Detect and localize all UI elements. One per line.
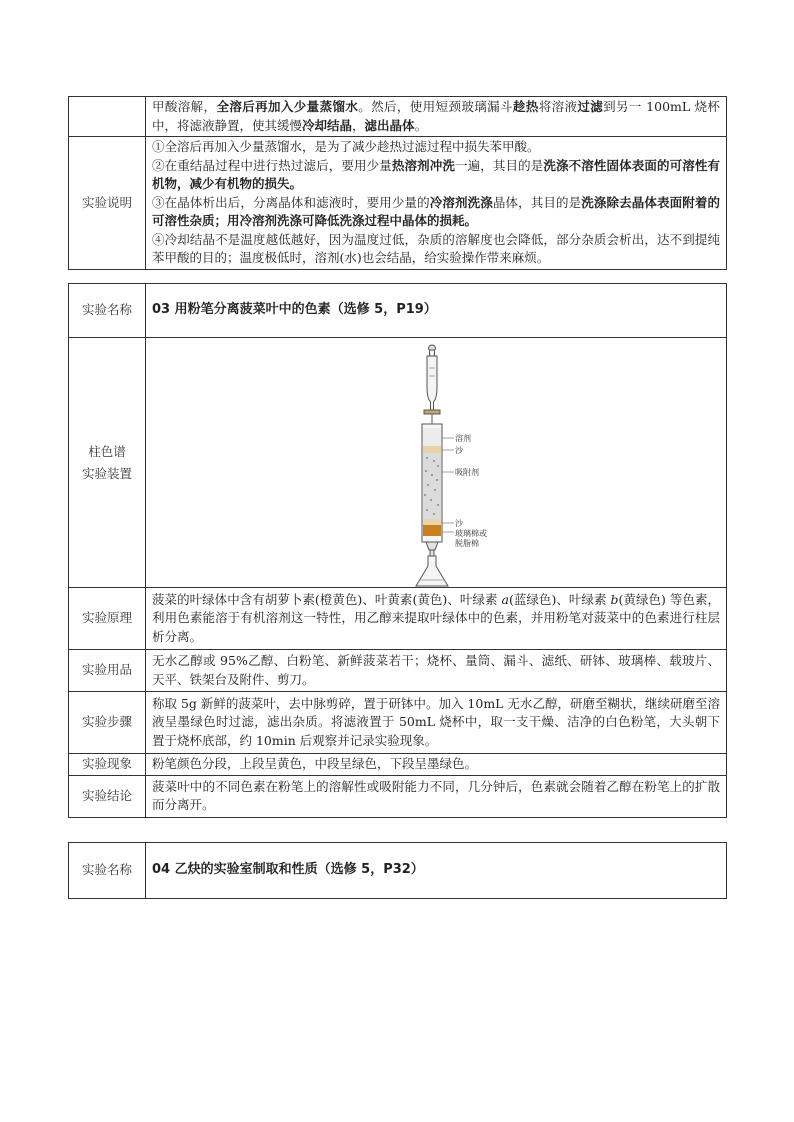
- label-solvent: 溶剂: [455, 434, 471, 443]
- conclusion-cell: 菠菜叶中的不同色素在粉笔上的溶解性或吸附能力不同，几分钟后，色素就会随着乙醇在粉笔上的扩散而分离开。: [146, 775, 727, 817]
- table-row: [69, 843, 727, 899]
- column-chromatography-diagram: [396, 340, 516, 588]
- column-tube: [422, 424, 442, 560]
- table-row: [69, 588, 727, 650]
- table-benzoic-acid: [68, 96, 727, 270]
- experiment-name: 03 用粉笔分离菠菜叶中的色素（选修 5，P19）: [146, 284, 727, 338]
- label-wool-2: 脱脂棉: [455, 539, 479, 548]
- erlenmeyer-flask: [416, 556, 448, 586]
- table-row: [69, 97, 727, 137]
- supplies-label: 实验用品: [69, 650, 146, 692]
- table-row: [69, 754, 727, 776]
- table-chalk-chromatography: [68, 283, 727, 818]
- label-sand-top: 沙: [455, 446, 463, 455]
- phenomenon-label: 实验现象: [69, 754, 146, 776]
- note-1: ①全溶后再加入少量蒸馏水，是为了减少趁热过滤过程中损失苯甲酸。: [152, 139, 540, 154]
- phenomenon-cell: 粉笔颜色分段，上段呈黄色，中段呈绿色，下段呈墨绿色。: [146, 754, 727, 776]
- principle-label: 实验原理: [69, 588, 146, 650]
- note-2: ②在重结晶过程中进行热过滤后，要用少量热溶剂冲洗一遍，其目的是洗涤不溶性固体表面的可溶性有机物，减少有机物的损失。: [152, 157, 720, 191]
- label-adsorbent: 吸附剂: [455, 468, 479, 477]
- note-4: ④冷却结晶不是温度越低越好，因为温度过低，杂质的溶解度也会降低，部分杂质会析出，达不到提纯苯甲酸的目的；温度极低时，溶剂(水)也会结晶，给实验操作带来麻烦。: [152, 231, 720, 265]
- apparatus-diagram-cell: [146, 338, 727, 588]
- table-acetylene: [68, 842, 727, 899]
- supplies-cell: 无水乙醇或 95%乙醇、白粉笔、新鲜菠菜若干；烧杯、量筒、漏斗、滤纸、研钵、玻璃棒、载玻片、天平、铁架台及附件、剪刀。: [146, 650, 727, 692]
- experiment-notes-label: 实验说明: [69, 137, 146, 270]
- table-row: [69, 284, 727, 338]
- experiment-name-label: 实验名称: [69, 284, 146, 338]
- table-row: [69, 137, 727, 270]
- steps-cell: 称取 5g 新鲜的菠菜叶，去中脉剪碎，置于研钵中。加入 10mL 无水乙醇，研磨至糊状，继续研磨至溶液呈墨绿色时过滤，滤出杂质。将滤液置于 50mL 烧杯中，取一支干燥、洁净的白色粉笔，大头朝下置于烧杯底部，约 10min 后观察并记录实验现象。: [146, 692, 727, 754]
- principle-cell: 菠菜的叶绿体中含有胡萝卜素(橙黄色)、叶黄素(黄色)、叶绿素 a(蓝绿色)、叶绿素 b(黄绿色) 等色素，利用色素能溶于有机溶剂这一特性，用乙醇来提取叶绿体中的色素，并用粉笔对菠菜中的色素进行柱层析分离。: [146, 588, 727, 650]
- experiment-notes-cell: [146, 137, 727, 270]
- procedure-cell: 甲酸溶解，全溶后再加入少量蒸馏水。然后，使用短颈玻璃漏斗趁热将溶液过滤到另一 100mL 烧杯中，将滤液静置，使其缓慢冷却结晶，滤出晶体。: [146, 97, 727, 137]
- conclusion-label: 实验结论: [69, 775, 146, 817]
- experiment-name: 04 乙炔的实验室制取和性质（选修 5，P32）: [146, 843, 727, 899]
- experiment-name-label: 实验名称: [69, 843, 146, 899]
- steps-label: 实验步骤: [69, 692, 146, 754]
- table-row: [69, 650, 727, 692]
- note-3: ③在晶体析出后，分离晶体和滤液时，要用少量的冷溶剂洗涤晶体，其目的是洗涤除去晶体表面附着的可溶性杂质；用冷溶剂洗涤可降低洗涤过程中晶体的损耗。: [152, 194, 720, 228]
- label-wool-1: 玻璃棉或: [455, 529, 487, 538]
- row-label-empty: [69, 97, 146, 137]
- table-row: [69, 775, 727, 817]
- table-row: [69, 338, 727, 588]
- separatory-funnel: [424, 345, 440, 426]
- table-row: [69, 692, 727, 754]
- label-sand-bottom: 沙: [455, 519, 463, 528]
- apparatus-label: 柱色谱 实验装置: [69, 338, 146, 588]
